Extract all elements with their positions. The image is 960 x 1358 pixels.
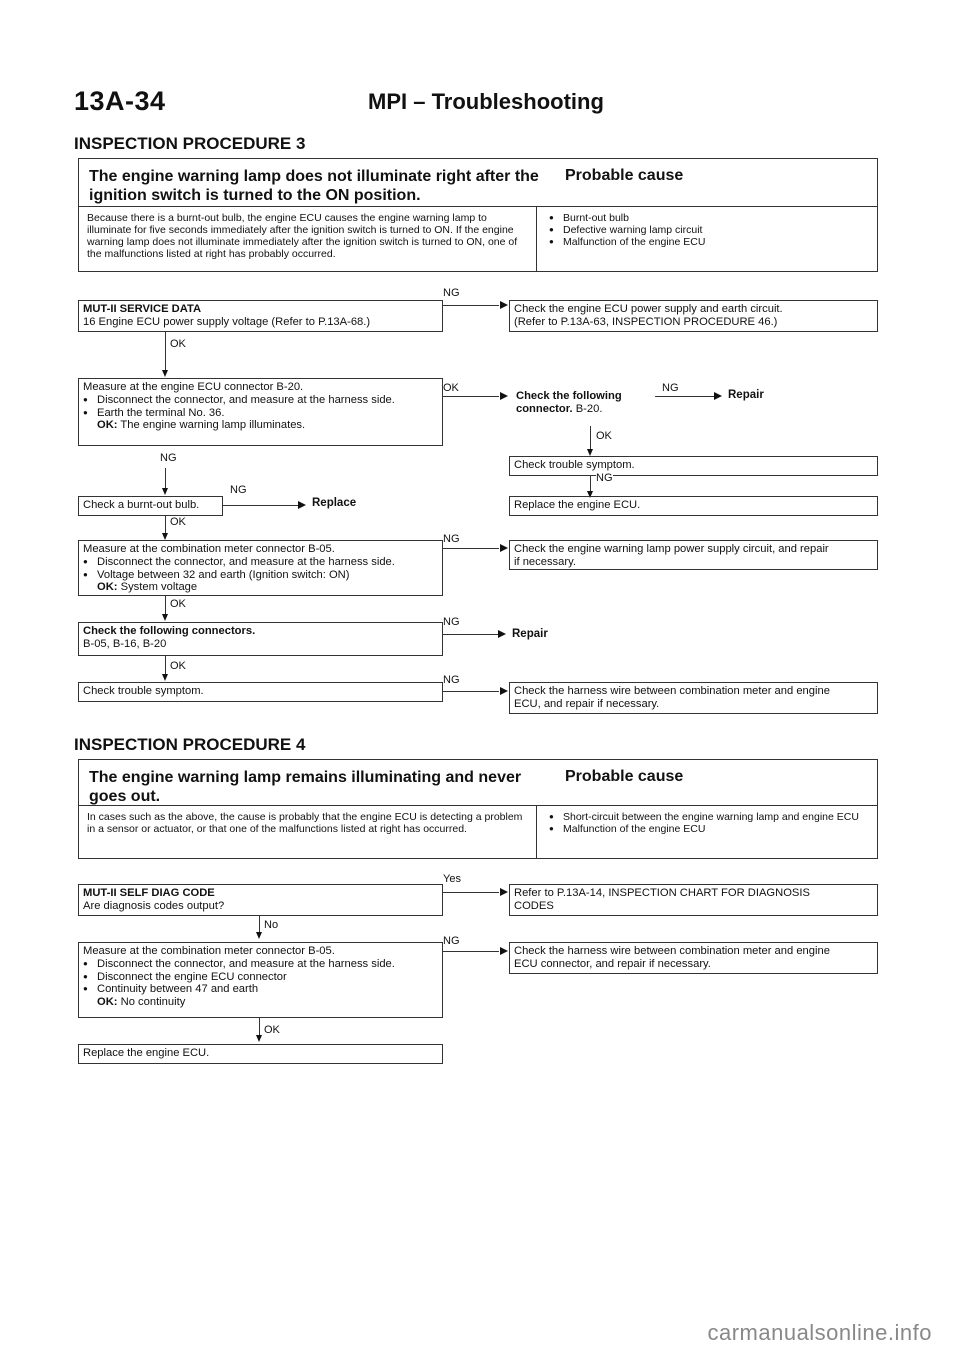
cause-item: ● Malfunction of the engine ECU — [549, 823, 869, 835]
ng-label: NG — [230, 484, 247, 496]
check-connector-text: Check the following connector. B-20. — [516, 390, 622, 415]
check-ecu-power-supply-box: Check the engine ECU power supply and earth circuit. (Refer to P.13A-63, INSPECTION PROCEDURE 46.) — [509, 300, 878, 332]
ng-label: NG — [443, 533, 460, 545]
ok-label: OK — [170, 338, 186, 350]
replace-ecu-box: Replace the engine ECU. — [509, 496, 878, 516]
check-harness-wire-box: Check the harness wire between combination meter and engine ECU connector, and repair if necessary. — [509, 942, 878, 974]
procedure-4-causes — [549, 811, 869, 835]
check-connectors-box: Check the following connectors. B-05, B-16, B-20 — [78, 622, 443, 656]
replace-ecu-box: Replace the engine ECU. — [78, 1044, 443, 1064]
procedure-4-cause-header: Probable cause — [565, 768, 684, 785]
ok-label: OK — [170, 660, 186, 672]
measure-combination-meter-box: Measure at the combination meter connector B-05. ● Disconnect the connector, and measure at the harness side. ● Disconnect the engine ECU connector ● Continuity between 47 and earth OK: No continuity — [78, 942, 443, 1018]
check-harness-wire-box: Check the harness wire between combination meter and engine ECU, and repair if necessary. — [509, 682, 878, 714]
ng-label: NG — [443, 616, 460, 628]
ok-label: OK — [264, 1024, 280, 1036]
check-burnt-bulb-box: Check a burnt-out bulb. — [78, 496, 223, 516]
procedure-3-symptom: The engine warning lamp does not illuminate right after the ignition switch is turned to the ON position. — [89, 168, 539, 204]
procedure-3-cause-header: Probable cause — [565, 167, 684, 184]
procedure-4-description: In cases such as the above, the cause is probably that the engine ECU is detecting a problem in a sensor or actuator, or that one of the malfunctions listed at right has occurred. — [87, 811, 523, 835]
cause-item: ● Defective warning lamp circuit — [549, 224, 869, 236]
cause-item: ● Malfunction of the engine ECU — [549, 236, 869, 248]
ng-label: NG — [443, 287, 460, 299]
page-code: 13A-34 — [74, 86, 166, 116]
procedure-4-symptom: The engine warning lamp remains illuminating and never goes out. — [89, 769, 522, 805]
ok-label: OK — [596, 430, 612, 442]
measure-combination-meter-box: Measure at the combination meter connector B-05. ● Disconnect the connector, and measure at the harness side. ● Voltage between 32 and earth (Ignition switch: ON) OK: System voltage — [78, 540, 443, 596]
procedure-3-title: INSPECTION PROCEDURE 3 — [74, 134, 306, 153]
ng-label: NG — [160, 452, 177, 464]
procedure-4-title: INSPECTION PROCEDURE 4 — [74, 735, 306, 754]
ok-label: OK — [443, 382, 459, 394]
box-title: MUT-II SERVICE DATA — [83, 303, 202, 315]
ng-label: NG — [443, 674, 460, 686]
page-title: MPI – Troubleshooting — [368, 89, 604, 114]
cause-item: ● Short-circuit between the engine warning lamp and engine ECU — [549, 811, 869, 823]
procedure-4-symptom-table — [78, 759, 878, 859]
watermark: carmanualsonline.info — [707, 1320, 932, 1345]
mut-service-data-box — [78, 300, 443, 332]
repair-label: Repair — [512, 628, 548, 640]
measure-ecu-connector-box: Measure at the engine ECU connector B-20. ● Disconnect the connector, and measure at the harness side. ● Earth the terminal No. 36. OK: The engine warning lamp illuminates. — [78, 378, 443, 446]
procedure-3-causes — [549, 212, 869, 248]
check-trouble-symptom-box: Check trouble symptom. — [509, 456, 878, 476]
ok-label: OK — [170, 516, 186, 528]
no-label: No — [264, 919, 279, 931]
ok-label: OK — [170, 598, 186, 610]
check-lamp-power-circuit-box: Check the engine warning lamp power supply circuit, and repair if necessary. — [509, 540, 878, 570]
yes-label: Yes — [443, 873, 461, 885]
ng-label: NG — [443, 935, 460, 947]
refer-inspection-chart-box: Refer to P.13A-14, INSPECTION CHART FOR DIAGNOSIS CODES — [509, 884, 878, 916]
procedure-3-description: Because there is a burnt-out bulb, the engine ECU causes the engine warning lamp to illuminate for five seconds immediately after the ignition switch is turned to ON. If the engine warning lamp does not illuminate immediately after the ignition switch is turned to ON, one of the malfunctions listed at right has probably occurred. — [87, 212, 518, 260]
ng-label: NG — [662, 382, 679, 394]
cause-item: ● Burnt-out bulb — [549, 212, 869, 224]
mut-self-diag-box: MUT-II SELF DIAG CODE Are diagnosis codes output? — [78, 884, 443, 916]
box-line: 16 Engine ECU power supply voltage (Refer to P.13A-68.) — [83, 315, 371, 328]
procedure-3-symptom-table — [78, 158, 878, 272]
check-trouble-symptom-box: Check trouble symptom. — [78, 682, 443, 702]
replace-label: Replace — [312, 497, 357, 509]
ng-label: NG — [596, 472, 613, 484]
repair-label: Repair — [728, 389, 764, 401]
